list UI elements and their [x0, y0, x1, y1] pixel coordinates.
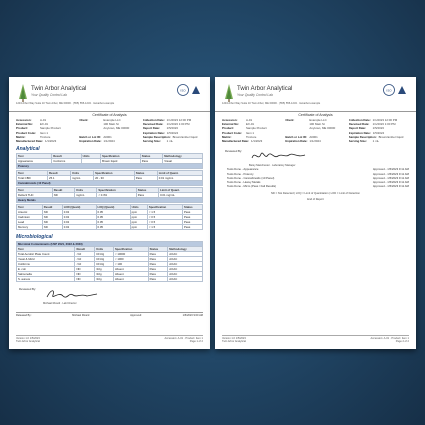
table-cell: Pass [148, 252, 168, 257]
table-cell: Total Aerobic Plate Count [17, 252, 75, 257]
table-header: Limit of Quant. [157, 171, 202, 176]
meta-value: 1/5/2023 [166, 126, 178, 131]
meta-value: A-01 [246, 118, 253, 122]
table-cell: AOAC [168, 252, 203, 257]
table-cell: < 100 [113, 262, 148, 267]
meta-value: 1/1/2023 1:00 PM [372, 122, 396, 127]
table-cell: Salmonella [17, 272, 75, 277]
meta-key: Expiration Date: [79, 139, 102, 144]
table-cell: CFU/g [95, 257, 114, 262]
table-cell: Mercury [17, 225, 43, 230]
meta-key: Product: [222, 126, 234, 131]
signature-icon [43, 287, 103, 301]
signature-block [19, 287, 203, 309]
table-cell: ND [75, 272, 95, 277]
signature-icon [249, 149, 309, 163]
meta-key: Expiration Date: [348, 130, 371, 135]
svg-text:ISO: ISO [386, 88, 392, 93]
brand-address: 1234 Arbor Way Suite 10 Twin Arbor, ME 00000 · (555) 555-1234 · twinarbor.example [16, 102, 115, 105]
table-cell: < 0.3% [97, 193, 136, 198]
document-title: Certificate of Analysis [9, 111, 210, 117]
release-rows: Released By: Michael Ricard Approved: 1/5/2023 9:00 AM [16, 314, 203, 318]
table-cell: CFU/g [95, 252, 114, 257]
table-cell: Delta-9 THC [17, 193, 53, 198]
table-cell: Pass [148, 257, 168, 262]
table-cell: Pass [148, 262, 168, 267]
table-cell: < 10000 [113, 252, 148, 257]
meta-key: Batch or Lot ID: [79, 134, 102, 139]
meta-value: Sample Product [40, 126, 61, 131]
table-header: Units [71, 171, 94, 176]
table-band: Potency [17, 164, 203, 169]
meta-key: Accession: [222, 118, 238, 122]
meta-value: 100 Main St [103, 122, 119, 127]
tree-logo-icon [16, 83, 30, 103]
meta-key: Client: [285, 118, 295, 122]
meta-key: Matrix: [222, 134, 232, 139]
analytical-table-1 [16, 153, 203, 169]
table-cell: Visual [163, 159, 203, 164]
meta-value: 1/1/2023 12:00 PM [166, 118, 192, 122]
table-header: Status [136, 188, 158, 193]
header [16, 83, 203, 105]
analytical-table-2 [16, 170, 203, 186]
list-item: Tests Done - Appearance Approved - 1/5/2023 9:11 AM [227, 167, 409, 172]
table-cell: Absent [113, 267, 148, 272]
table-band: Microbial Contaminants (USP 2021, 2022 & 2023) [17, 242, 203, 247]
table-cell: Pass [183, 225, 203, 230]
meta-key: Collection Date: [142, 118, 165, 122]
meta-key: External No: [222, 122, 240, 127]
table-header: Status [134, 171, 157, 176]
meta-value: 1/1/2023 1:00 PM [166, 122, 190, 127]
meta-key: Report Date: [348, 126, 367, 131]
meta-key: Client: [79, 118, 89, 122]
table-cell: Pass [136, 193, 158, 198]
table-header: Result [52, 188, 74, 193]
table-cell: <10 [75, 262, 95, 267]
meta-value: EX-01 [246, 122, 255, 127]
accreditation-seal-icon [175, 83, 203, 97]
table-header: Status [140, 154, 162, 159]
table-cell: Cadmium [17, 215, 43, 220]
table-header: LOD (Quant) [62, 205, 96, 210]
table-cell: ND [42, 225, 62, 230]
table-cell: < 0.5 [147, 215, 182, 220]
meta-row [143, 139, 203, 143]
meta-value: Tincture [246, 134, 257, 139]
list-item: Tests Done - Cannabinoids (10 Panel) Approved - 1/5/2023 9:11 AM [227, 175, 409, 180]
table-cell: < 1.5 [147, 210, 182, 215]
coa-page-2 [215, 77, 416, 349]
meta-grid [16, 118, 203, 143]
meta-value: A0001 [103, 134, 112, 139]
meta-key: Matrix: [16, 134, 26, 139]
meta-value: 1/1/2024 [103, 139, 115, 144]
meta-grid [222, 118, 409, 143]
meta-value: 1/5/2024 [372, 130, 385, 135]
meta-key: Product Code: [16, 130, 36, 135]
brand-name: Twin Arbor Analytical [31, 86, 87, 92]
table-cell: Arsenic [17, 210, 43, 215]
meta-value: Brown/amber liquid [378, 134, 404, 139]
meta-value: 1 mL [166, 139, 174, 144]
meta-key: Sample Description: [142, 134, 171, 139]
meta-value: 100 Main St [309, 122, 325, 127]
table-header: Methodology [168, 247, 203, 252]
table-header: Test [17, 154, 52, 159]
table-cell: ppm [130, 225, 147, 230]
meta-row [222, 139, 282, 143]
meta-value: 1/1/2024 [309, 139, 321, 144]
legend-note: ND = Not Detected | LOQ = Limit of Quantitation | LOD = Limit of Detection [270, 191, 360, 195]
table-cell: Pass [148, 267, 168, 272]
table-cell: Appearance [17, 159, 52, 164]
table-cell: S. aureus [17, 277, 75, 282]
meta-key: Collection Date: [348, 118, 371, 122]
accreditation-seal-icon [381, 83, 409, 97]
table-cell: 0.02 [62, 220, 96, 225]
table-header: Specification [101, 154, 141, 159]
table-header: Test [17, 247, 75, 252]
brand-tagline: Your Quality Control Lab [31, 93, 67, 97]
table-cell: ND [42, 215, 62, 220]
meta-value: Example LLC [309, 118, 327, 122]
meta-key: Received Date: [142, 122, 164, 127]
table-cell: ppm [130, 215, 147, 220]
meta-key: Expiration Date: [142, 130, 165, 135]
meta-value: Anytown, ME 00000 [103, 126, 130, 131]
table-cell: mg/mL [71, 176, 94, 181]
meta-key: Product Code: [222, 130, 242, 135]
table-cell: 20 - 30 [94, 176, 135, 181]
header [222, 83, 409, 105]
end-of-report: End of Report [307, 197, 324, 201]
approval-list [227, 167, 409, 188]
analytical-table-3 [16, 187, 203, 203]
table-cell: Pass [183, 210, 203, 215]
table-cell: Total CBD [17, 176, 48, 181]
table-cell: ppm [130, 220, 147, 225]
table-cell: ND [52, 193, 74, 198]
table-cell: 0.05 [96, 210, 130, 215]
table-header: Result [75, 247, 95, 252]
meta-value: Tincture [40, 134, 51, 139]
meta-value: Brown/amber liquid [172, 134, 198, 139]
table-cell: mg/mL [75, 193, 97, 198]
meta-value: 1/1/2023 [44, 139, 57, 144]
table-cell: Pass [183, 220, 203, 225]
meta-key: Report Date: [142, 126, 161, 131]
meta-value: A0001 [309, 134, 318, 139]
meta-value: 1 mL [372, 139, 380, 144]
meta-value: Anytown, ME 00000 [309, 126, 336, 131]
meta-value: Item 1 [246, 130, 255, 135]
signature-block [225, 149, 409, 167]
table-cell: Pass [148, 272, 168, 277]
table-band: Heavy Metals [17, 198, 203, 203]
coa-page-1 [9, 77, 210, 349]
page-footer: Version 1.0 1/5/2023 Twin Arbor Analytical Accession: A-01 · Product: Item 1 Page 2 of 2 [222, 336, 409, 343]
table-cell: <10 [75, 257, 95, 262]
meta-key: Serving Size: [348, 139, 367, 144]
meta-key: Product: [16, 126, 28, 131]
document-title: Certificate of Analysis [215, 111, 416, 117]
meta-value: 1/1/2023 [250, 139, 263, 144]
table-cell: < 0.5 [147, 220, 182, 225]
meta-value: Example LLC [103, 118, 121, 122]
table-cell: 0.01 mg/mL [157, 176, 202, 181]
micro-table [16, 241, 203, 282]
list-item: Tests Done - Potency Approved - 1/5/2023 9:11 AM [227, 171, 409, 176]
table-cell: Absent [113, 272, 148, 277]
list-item: Tests Done - Micro (Pass / Fail Results) Approved - 1/5/2023 9:11 AM [227, 184, 409, 189]
table-header: Test [17, 205, 43, 210]
table-cell: AOAC [168, 277, 203, 282]
table-cell: E. coli [17, 267, 75, 272]
table-cell: < 1.5 [147, 225, 182, 230]
reviewer-name: Betsy Manchester · Laboratory Manager [249, 164, 296, 168]
table-cell: ppm [130, 210, 147, 215]
meta-key: External No: [16, 122, 34, 127]
meta-row [16, 139, 76, 143]
table-header: Result [52, 154, 81, 159]
table-cell: Brown liquid [101, 159, 141, 164]
table-cell: 0.02 [62, 210, 96, 215]
table-cell: /10g [95, 272, 114, 277]
table-cell: ND [75, 267, 95, 272]
table-header: LOQ (Quant) [96, 205, 130, 210]
meta-value: 1/1/2023 12:00 PM [372, 118, 398, 122]
table-cell: Yeast & Mold [17, 257, 75, 262]
table-cell: 0.05 [96, 215, 130, 220]
reviewed-by-label: Reviewed By: [225, 149, 243, 154]
table-cell: Coliforms [17, 262, 75, 267]
table-cell: Pass [183, 215, 203, 220]
table-row [17, 225, 203, 230]
table-cell: 0.02 [62, 225, 96, 230]
table-cell: 0.05 [96, 220, 130, 225]
meta-row [285, 139, 345, 143]
meta-key: Sample Description: [348, 134, 377, 139]
meta-value: Item 1 [40, 130, 49, 135]
table-header: Result [42, 205, 62, 210]
table-header: Units [81, 154, 100, 159]
table-cell: /10g [95, 277, 114, 282]
table-header: Specification [113, 247, 148, 252]
table-header: Test [17, 171, 48, 176]
table-header: Status [148, 247, 168, 252]
table-cell: Conforms [52, 159, 81, 164]
table-header: Limit of Quant. [159, 188, 203, 193]
meta-key: Expiration Date: [285, 139, 308, 144]
svg-text:ISO: ISO [180, 88, 186, 93]
reviewer-name: Michael Ricard · Lab Director [43, 302, 77, 306]
table-cell: Absent [113, 277, 148, 282]
meta-value: 1/5/2024 [166, 130, 179, 135]
meta-value: A-01 [40, 118, 47, 122]
table-cell: /10g [95, 267, 114, 272]
table-cell: AOAC [168, 272, 203, 277]
table-header: Specification [147, 205, 182, 210]
table-cell: 0.02 [62, 215, 96, 220]
meta-row [349, 139, 409, 143]
released-by: Released By: [16, 314, 32, 318]
table-cell: AOAC [168, 267, 203, 272]
table-cell: Pass [140, 159, 162, 164]
meta-key: Batch or Lot ID: [285, 134, 308, 139]
table-cell: 0.01 mg/mL [159, 193, 203, 198]
brand-name: Twin Arbor Analytical [237, 86, 293, 92]
table-cell: 25.1 [48, 176, 71, 181]
table-header: Test [17, 188, 53, 193]
table-cell: 0.05 [96, 225, 130, 230]
table-header: Result [48, 171, 71, 176]
section-analytical: Analytical [16, 146, 40, 153]
table-header: Units [95, 247, 114, 252]
table-header: Units [130, 205, 147, 210]
table-cell: AOAC [168, 257, 203, 262]
table-cell: ND [42, 210, 62, 215]
meta-key: Accession: [16, 118, 32, 122]
meta-key: Serving Size: [142, 139, 161, 144]
table-cell: Pass [134, 176, 157, 181]
meta-key: Manufactured Date: [222, 139, 249, 144]
table-cell: Lead [17, 220, 43, 225]
table-header: Specification [94, 171, 135, 176]
table-header: Units [75, 188, 97, 193]
table-header: Status [183, 205, 203, 210]
tree-logo-icon [222, 83, 236, 103]
reviewed-by-label: Reviewed By: [19, 287, 37, 292]
table-cell: CFU/g [95, 262, 114, 267]
table-cell: Pass [148, 277, 168, 282]
table-cell: <10 [75, 252, 95, 257]
meta-key: Received Date: [348, 122, 370, 127]
table-cell: < 1000 [113, 257, 148, 262]
meta-value: 1/5/2023 [372, 126, 384, 131]
table-header: Specification [97, 188, 136, 193]
table-cell: ND [42, 220, 62, 225]
brand-tagline: Your Quality Control Lab [237, 93, 273, 97]
table-cell: AOAC [168, 262, 203, 267]
meta-key: Manufactured Date: [16, 139, 43, 144]
list-item: Tests Done - Heavy Metals Approved - 1/5/2023 9:11 AM [227, 180, 409, 185]
brand-address: 1234 Arbor Way Suite 10 Twin Arbor, ME 00000 · (555) 555-1234 · twinarbor.example [222, 102, 321, 105]
meta-value: Sample Product [246, 126, 267, 131]
table-cell: ND [75, 277, 95, 282]
meta-row [79, 139, 139, 143]
section-microbiological: Microbiological [16, 234, 53, 241]
table-band: Cannabinoids (10 Panel) [17, 181, 203, 186]
meta-value: EX-01 [40, 122, 49, 127]
heavy-metals-table [16, 204, 203, 230]
page-footer: Version 1.0 1/5/2023 Twin Arbor Analytical Accession: A-01 · Product: Item 1 Page 1 of 2 [16, 336, 203, 343]
table-row [17, 277, 203, 282]
table-header: Methodology [163, 154, 203, 159]
